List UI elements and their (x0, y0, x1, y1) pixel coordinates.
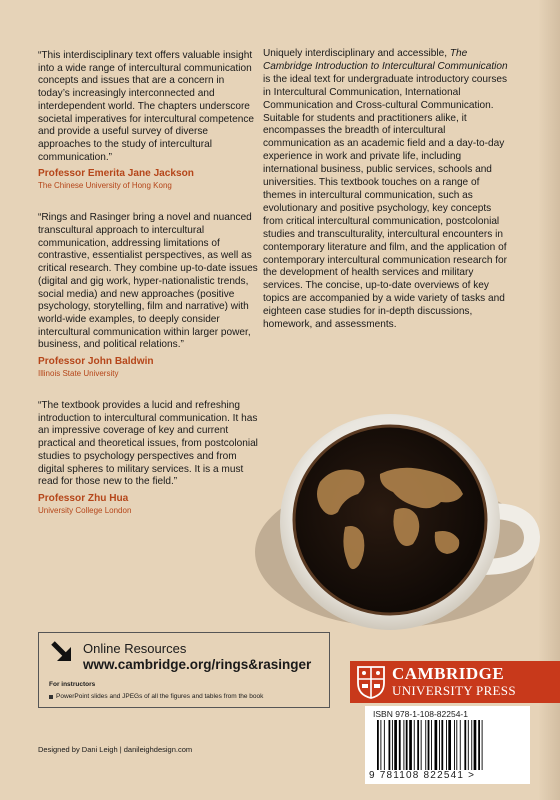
endorsement-1 (38, 50, 258, 190)
book-title: The Cambridge Introduction to Intercultural Communication (263, 48, 508, 72)
publisher-logo-banner (350, 661, 560, 703)
description-body: is the ideal text for undergraduate introductory courses in Intercultural Communication, International Communication and Cross-cultural Communication. Suitable for students and practitioners alike, it encompasses the breadth of intercultural communication as an academic field and a day-to-day experience in work and private life, including international business, public services, schools and universities. This textbook touches on a range of themes in intercultural communication, such as evolutionary and positive psychology, key concepts from critical intercultural communication, postcolonial studies and transculturality, intercultural encounters in contemporary literature and film, and the application of contemporary intercultural communication research for the development of health services and military services. The concise, up-to-date overviews of key topics are accompanied by a wide variety of tasks and eighteen case studies for in-depth discussions, homework, and assessments. (263, 73, 508, 331)
book-description (263, 48, 513, 332)
endorsement-affiliation: Illinois State University (38, 369, 119, 379)
cambridge-crest-icon (356, 665, 386, 699)
barcode-number: 9 781108 822541 > (369, 770, 476, 781)
endorsement-text: “The textbook provides a lucid and refreshing introduction to intercultural communication. It has an impressive coverage of key and current practical and theoretical issues, from postcolonial studies to psychology perspectives and from digital spheres to military services. It is a must read for those new to the field.” (38, 400, 258, 488)
endorsement-author: Professor Zhu Hua (38, 492, 129, 504)
resources-url[interactable]: www.cambridge.org/rings&rasinger (83, 657, 312, 672)
barcode-image (375, 720, 521, 770)
endorsement-3 (38, 400, 258, 515)
arrow-down-right-icon (49, 639, 75, 665)
resources-description-text: PowerPoint slides and JPEGs of all the figures and tables from the book (56, 693, 264, 700)
endorsement-text: “Rings and Rasinger bring a novel and nuanced transcultural approach to intercultural communication, addressing limitations of contrastive, essentialist perspectives, as well as critical research. They combine up-to-date issues (digital and gig work, hyper-nationalistic trends, social media) and new approaches (positive psychology, storytelling, film and narrative) with world-wide examples, to deeply consider intercultural communication within larger power, business, and political relations.” (38, 212, 258, 351)
description-paragraph (263, 48, 513, 332)
publisher-subtitle: UNIVERSITY PRESS (392, 683, 516, 698)
endorsement-author: Professor John Baldwin (38, 356, 154, 368)
designer-credit: Designed by Dani Leigh | danileighdesign.com (38, 745, 193, 754)
publisher-name: CAMBRIDGE (392, 664, 505, 683)
isbn-barcode-panel (365, 706, 530, 784)
isbn-label: ISBN 978-1-108-82254-1 (373, 709, 468, 719)
endorsement-affiliation: University College London (38, 505, 132, 515)
endorsement-affiliation: The Chinese University of Hong Kong (38, 181, 172, 191)
online-resources-title: Online Resources (83, 641, 187, 656)
coffee-cup-image (250, 402, 540, 642)
endorsement-text: “This interdisciplinary text offers valuable insight into a wide range of intercultural communication concepts and issues that are a concern in today’s increasingly interconnected and interdependent world. The chapters underscore societal imperatives for intercultural competence and provide a useful survey of diverse approaches to the study of intercultural communication.” (38, 50, 254, 163)
endorsements-column (38, 50, 258, 537)
endorsement-2 (38, 212, 258, 378)
endorsement-author: Professor Emerita Jane Jackson (38, 168, 194, 180)
description-intro: Uniquely interdisciplinary and accessible, (263, 48, 448, 59)
resources-description (49, 693, 263, 700)
online-resources-box (38, 632, 330, 708)
instructors-label: For instructors (49, 681, 96, 688)
bullet-icon (49, 695, 53, 699)
